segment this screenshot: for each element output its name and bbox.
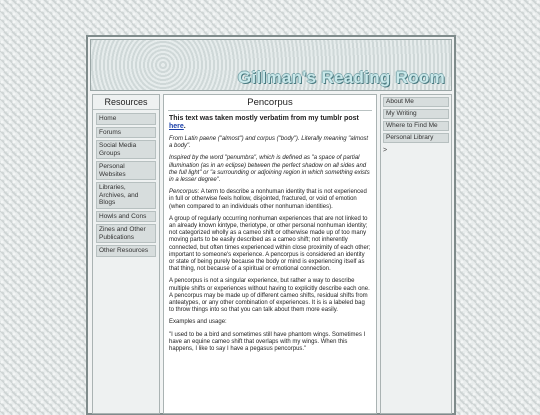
article-body [164,113,376,360]
intro-paragraph [169,115,371,131]
expand-arrow-icon[interactable]: > [383,147,388,154]
inspiration-paragraph: Inspired by the word "penumbra", which is defined as "a space of partial illumination (as in an eclipse) between the perfect shadow on all sides and the full light" or "a surrounding or adjoining region in which something exists in a lesser degree". [169,155,370,184]
definition-term: Pencorpus [169,189,198,196]
nav-item-forums[interactable]: Forums [96,127,156,139]
intro-end: . [183,123,186,130]
nav-item-zines-publications[interactable]: Zines and Other Publications [96,224,156,243]
description-paragraph: A group of regularly occurring nonhuman experiences that are not linked to an already known kintype, theriotype, or other personal nonhuman identity; not categorized wholly as a cameo shift or otherwise made up of too many moving parts to be easily described as a cameo shift; not inherently connected, but often times experienced within close proximity of each other; important to someone's experience. A pencorpus is considered an identity or state of being purely because the body or mind is experiencing itself as that thing, not because of a spiritual or emotional connection. [169,215,371,273]
nav-item-where-to-find-me[interactable]: Where to Find Me [383,121,449,131]
site-title[interactable]: Gillman's Reading Room [237,68,445,87]
etymology-paragraph: From Latin paene ("almost") and corpus ("body"). Literally meaning "almost a body". [169,136,369,150]
examples-label: Examples and usage: [169,319,227,326]
resources-nav [93,113,159,257]
nav-item-about-me[interactable]: About Me [383,97,449,107]
nav-item-howls-and-cons[interactable]: Howls and Cons [96,211,156,223]
definition-text: : A term to describe a nonhuman identity that is not experienced in full or otherwise feels hollow, disjointed, fractured, or void of emotion (when compared to an individuals other nonhuman identities). [169,189,367,210]
nav-item-home[interactable]: Home [96,113,156,125]
nav-item-personal-websites[interactable]: Personal Websites [96,161,156,180]
site-header [90,39,452,91]
right-sidebar [380,94,452,414]
page-title: Pencorpus [168,97,372,111]
nav-item-personal-library[interactable]: Personal Library [383,133,449,143]
about-nav [381,97,451,143]
page-container [86,35,456,415]
resources-heading: Resources [93,97,159,110]
nav-item-my-writing[interactable]: My Writing [383,109,449,119]
example-quote: "I used to be a bird and sometimes still have phantom wings. Sometimes I have an equine cameo shift that overlaps with my wings. When this happens, I like to say I have a pegasus pencorpus." [169,331,366,353]
nav-item-other-resources[interactable]: Other Resources [96,245,156,257]
nav-item-social-media-groups[interactable]: Social Media Groups [96,140,156,159]
tumblr-post-link[interactable]: here [169,123,184,130]
definition-paragraph [169,189,371,211]
main-content [163,94,377,414]
intro-text: This text was taken mostly verbatim from my tumblr post [169,115,359,122]
left-sidebar [92,94,160,414]
nav-item-libraries-archives-blogs[interactable]: Libraries, Archives, and Blogs [96,182,156,209]
explanation-paragraph: A pencorpus is not a singular experience, but rather a way to describe multiple shifts or experiences without having to explicitly describe each one. A pencorpus may be made up of different cameo shifts, residual shifts from anteatypes, or any other combination of experiences. It is is a labeled bag to throw things into so that you can talk about them more easily. [169,278,370,314]
